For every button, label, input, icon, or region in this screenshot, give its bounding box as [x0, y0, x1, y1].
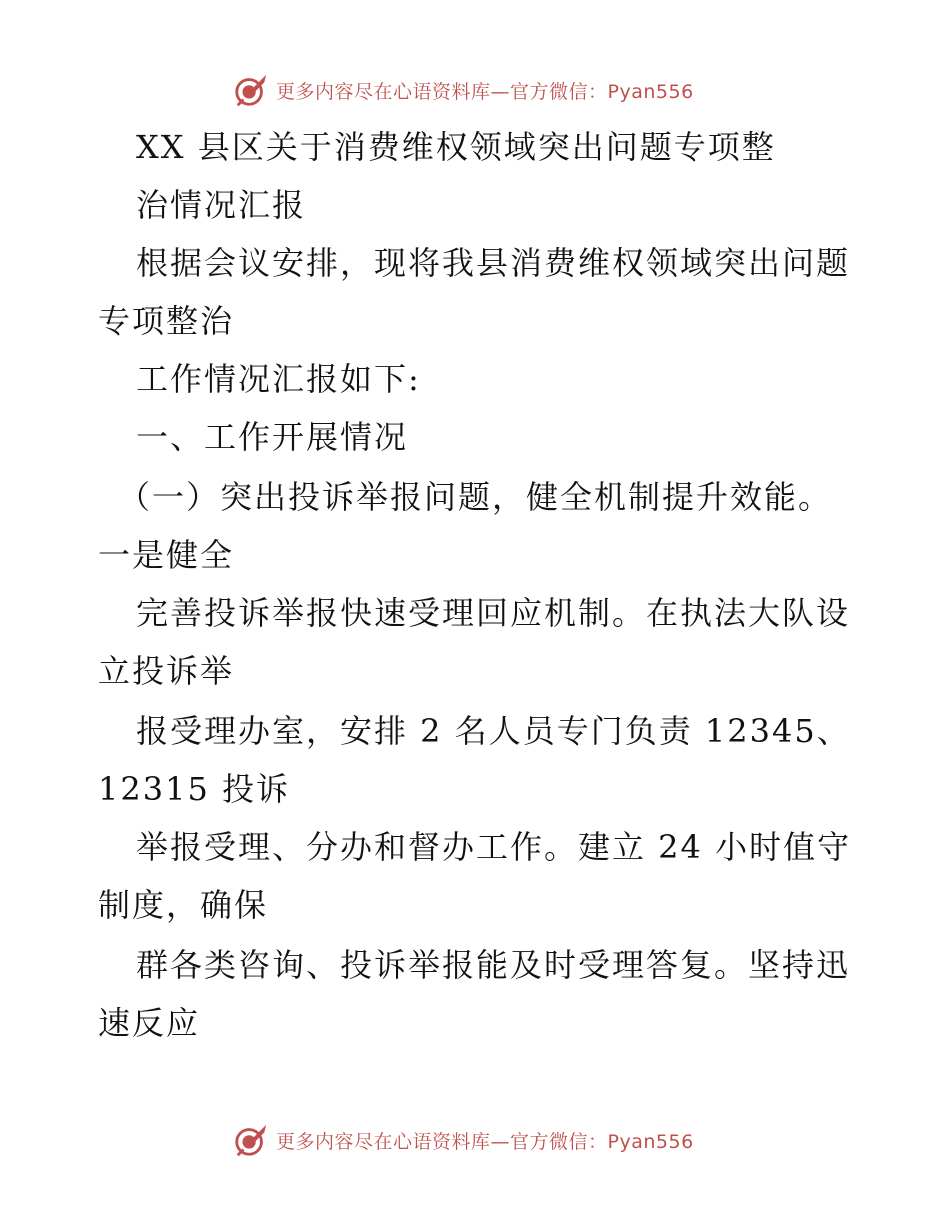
watermark-footer: [232, 1120, 694, 1160]
doc-title-line-1: XX 县区关于消费维权领域突出问题专项整: [136, 128, 776, 166]
doc-line: 报受理办室，安排 2 名人员专门负责 12345、: [136, 712, 851, 750]
doc-line: 制度，确保: [98, 886, 269, 924]
doc-line: 完善投诉举报快速受理回应机制。在执法大队设: [136, 594, 851, 632]
doc-line: 举报受理、分办和督办工作。建立 24 小时值守: [136, 828, 852, 866]
watermark-text: 更多内容尽在心语资料库—官方微信：Pyan556: [276, 80, 694, 103]
doc-line: 根据会议安排，现将我县消费维权领域突出问题: [136, 244, 851, 282]
quill-pen-logo-icon: [232, 71, 270, 109]
watermark-text: 更多内容尽在心语资料库—官方微信：Pyan556: [276, 1130, 694, 1153]
doc-line: 专项整治: [98, 302, 235, 340]
watermark-header: [232, 70, 694, 110]
quill-pen-logo-icon: [232, 1121, 270, 1159]
doc-line: 12315 投诉: [98, 770, 290, 808]
doc-line: 工作情况汇报如下:: [136, 360, 421, 398]
section-heading: 一、工作开展情况: [136, 418, 409, 456]
doc-line: 群各类咨询、投诉举报能及时受理答复。坚持迅: [136, 946, 851, 984]
doc-line: 一是健全: [98, 536, 235, 574]
subsection-heading: （一）突出投诉举报问题，健全机制提升效能。: [118, 478, 833, 516]
doc-line: 速反应: [98, 1004, 201, 1042]
doc-line: 立投诉举: [98, 652, 235, 690]
doc-title-line-2: 治情况汇报: [136, 186, 307, 224]
